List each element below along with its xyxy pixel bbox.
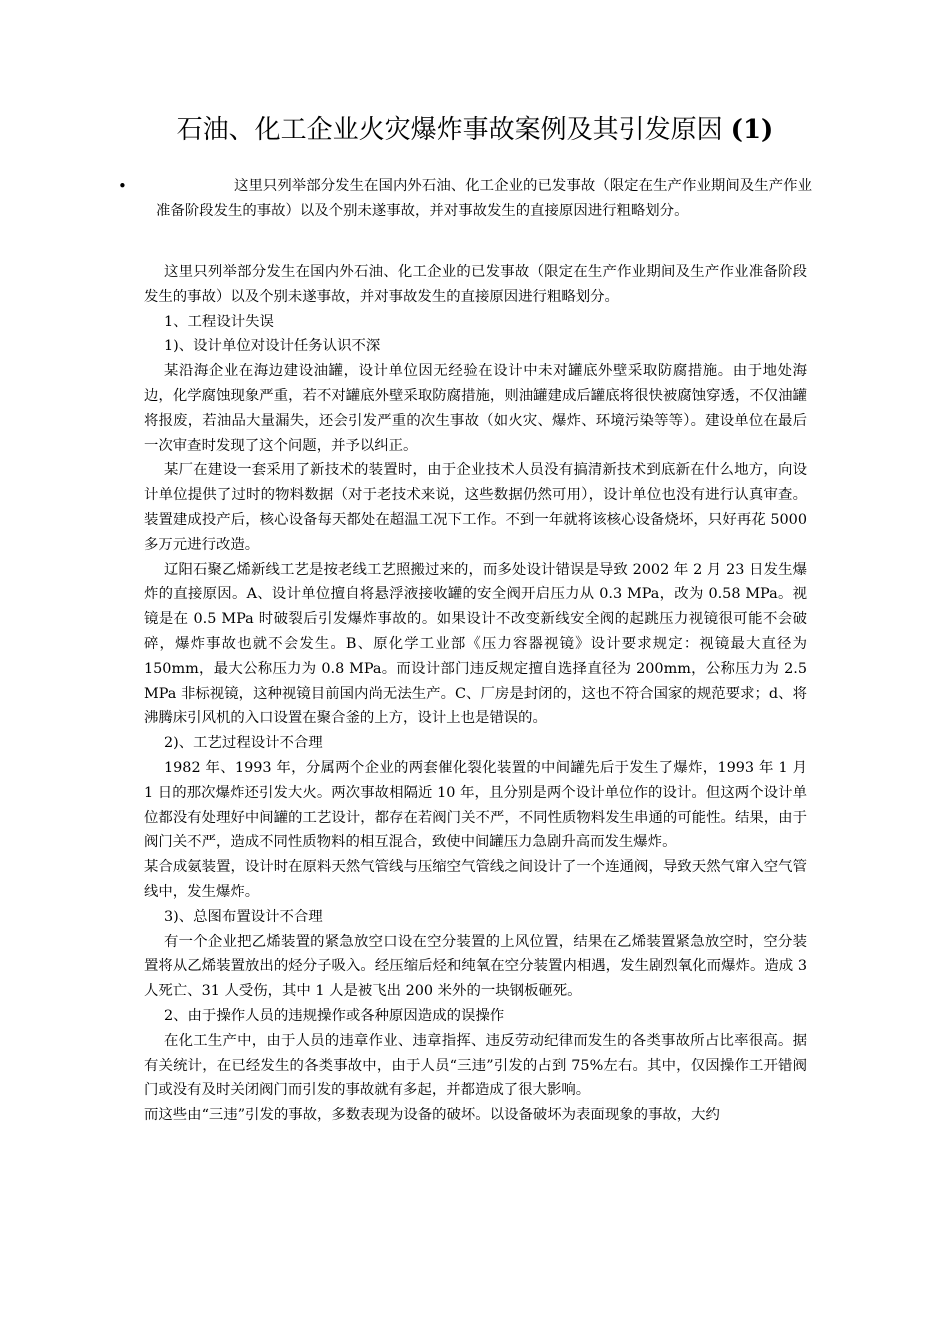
document-title	[0, 112, 950, 148]
subsection-heading: 1)、设计单位对设计任务认识不深	[164, 338, 381, 355]
body-paragraph: 在化工生产中，由于人员的违章作业、违章指挥、违反劳动纪律而发生的各类事故所占比率很高。据有关统计，在已经发生的各类事故中，由于人员“三违”引发的占到 75%左右。其中，仅因操作工开错阀门或没有及时关闭阀门而引发的事故就有多起，并都造成了很大影响。	[144, 1032, 807, 1099]
summary-block	[118, 174, 818, 223]
body-paragraph: 某合成氨装置，设计时在原料天然气管线与压缩空气管线之间设计了一个连通阀，导致天然气窜入空气管线中，发生爆炸。	[144, 859, 807, 900]
section-heading-design-errors: 1、工程设计失误	[164, 313, 274, 330]
body-paragraph: 某沿海企业在海边建设油罐，设计单位因无经验在设计中未对罐底外壁采取防腐措施。由于地处海边，化学腐蚀现象严重，若不对罐底外壁采取防腐措施，则油罐建成后罐底将很快被腐蚀穿透，不仅油罐将报废，若油品大量漏失，还会引发严重的次生事故（如火灾、爆炸、环境污染等等）。建设单位在最后一次审查时发现了这个问题，并予以纠正。	[144, 363, 807, 454]
intro-paragraph: 这里只列举部分发生在国内外石油、化工企业的已发事故（限定在生产作业期间及生产作业准备阶段发生的事故）以及个别未遂事故，并对事故发生的直接原因进行粗略划分。	[144, 264, 807, 305]
title-text: 石油、化工企业火灾爆炸事故案例及其引发原因	[176, 115, 723, 145]
subsection-heading: 2)、工艺过程设计不合理	[164, 735, 323, 752]
body-paragraph: 某厂在建设一套采用了新技术的装置时，由于企业技术人员没有搞清新技术到底新在什么地方，向设计单位提供了过时的物料数据（对于老技术来说，这些数据仍然可用），设计单位也没有进行认真审查。装置建成投产后，核心设备每天都处在超温工况下工作。不到一年就将该核心设备烧坏，只好再花 5000 多万元进行改造。	[144, 462, 807, 553]
bullet-icon: •	[118, 177, 127, 195]
title-number: (1)	[730, 115, 774, 145]
summary-paragraph: 这里只列举部分发生在国内外石油、化工企业的已发事故（限定在生产作业期间及生产作业准备阶段发生的事故）以及个别未遂事故，并对事故发生的直接原因进行粗略划分。	[156, 178, 812, 219]
document-body	[144, 260, 807, 1128]
section-heading-misoperation: 2、由于操作人员的违规操作或各种原因造成的误操作	[164, 1007, 505, 1024]
body-paragraph: 而这些由“三违”引发的事故，多数表现为设备的破坏。以设备破坏为表面现象的事故，大约	[144, 1107, 720, 1124]
body-paragraph: 有一个企业把乙烯装置的紧急放空口设在空分装置的上风位置，结果在乙烯装置紧急放空时，空分装置将从乙烯装置放出的烃分子吸入。经压缩后烃和纯氧在空分装置内相遇，发生剧烈氧化而爆炸。造成 3 人死亡、31 人受伤，其中 1 人是被飞出 200 米外的一块钢板砸死。	[144, 933, 807, 1000]
body-paragraph: 辽阳石聚乙烯新线工艺是按老线工艺照搬过来的，而多处设计错误是导致 2002 年 2 月 23 日发生爆炸的直接原因。A、设计单位擅自将悬浮液接收罐的安全阀开启压力从 0.3 MPa，改为 0.58 MPa。视镜是在 0.5 MPa 时破裂后引发爆炸事故的。如果设计不改变新线安全阀的起跳压力视镜很可能不会破碎，爆炸事故也就不会发生。B、原化学工业部《压力容器视镜》设计要求规定：视镜最大直径为 150mm，最大公称压力为 0.8 MPa。而设计部门违反规定擅自选择直径为 200mm，公称压力为 2.5 MPa 非标视镜，这种视镜目前国内尚无法生产。C、厂房是封闭的，这也不符合国家的规范要求；d、将沸腾床引风机的入口设置在聚合釜的上方，设计上也是错误的。	[144, 561, 807, 727]
subsection-heading: 3)、总图布置设计不合理	[164, 908, 323, 925]
body-paragraph: 1982 年、1993 年，分属两个企业的两套催化裂化装置的中间罐先后于发生了爆炸，1993 年 1 月 1 日的那次爆炸还引发大火。两次事故相隔近 10 年，且分别是两个设计单位作的设计。但这两个设计单位都没有处理好中间罐的工艺设计，都存在若阀门关不严，不同性质物料发生串通的可能性。结果，由于阀门关不严，造成不同性质物料的相互混合，致使中间罐压力急剧升高而发生爆炸。	[144, 759, 807, 851]
